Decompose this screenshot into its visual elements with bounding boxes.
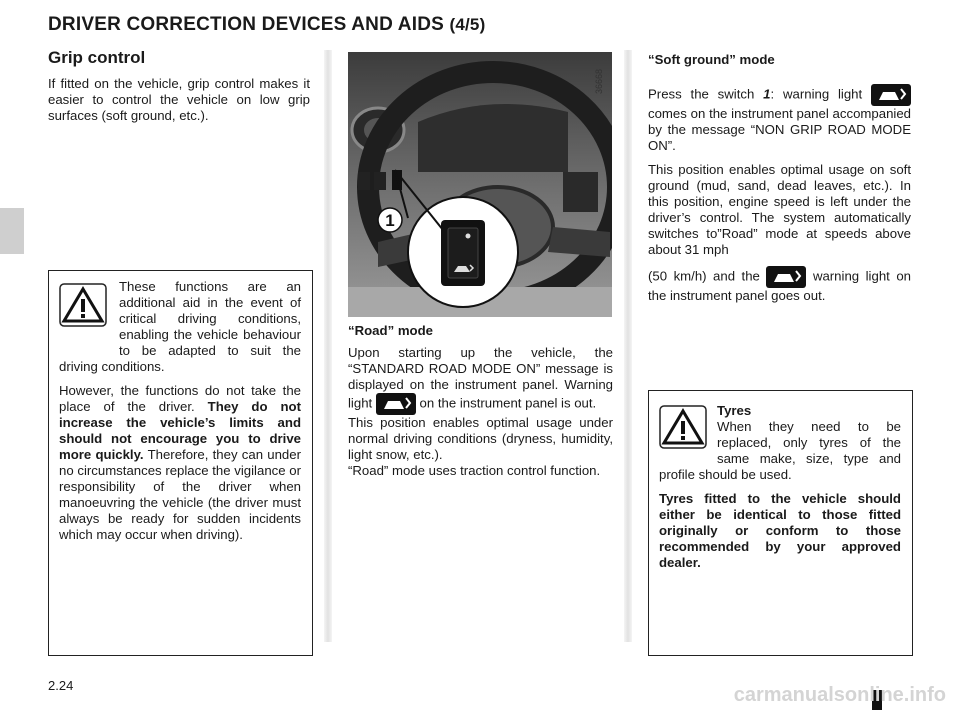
callout-number: 1 xyxy=(385,211,395,230)
road-mode-text-1-start: Upon starting up the vehicle, the “STANDARD ROAD MODE ON” message is displayed on the instrument panel. Warning light xyxy=(348,345,613,411)
page-title xyxy=(48,14,485,36)
dashboard-photo xyxy=(348,52,612,317)
title-text: DRIVER CORRECTION DEVICES AND AIDS xyxy=(48,14,444,35)
section-heading: Grip control xyxy=(48,48,146,67)
steering-wheel-illustration xyxy=(348,52,612,317)
switch-number: 1 xyxy=(763,86,771,102)
soft-ground-text-1-end: comes on the instrument panel accompanied by the message “NON GRIP ROAD MODE ON”. xyxy=(648,106,911,153)
soft-ground-text-1-mid: : warning light xyxy=(770,86,863,102)
road-mode-text-1 xyxy=(348,345,613,415)
grip-warning-light-icon xyxy=(766,266,806,288)
soft-ground-text-3-end: warning light on the instrument panel goes out. xyxy=(648,268,911,303)
road-mode-text-3: “Road” mode uses traction control function. xyxy=(348,463,601,478)
warning-text-2-start: However, the functions do not take the place of the driver. xyxy=(59,383,301,414)
soft-ground-text-2: This position enables optimal usage on soft ground (mud, sand, dead leaves, etc.). In this position, engine speed is left under the driver’s control. The system automatically switches to”Road” mode at speeds above about 31 mph xyxy=(648,162,911,257)
road-mode-text-2: This position enables optimal usage under normal driving conditions (dryness, humidity, light snow, etc.). xyxy=(348,415,613,462)
soft-ground-text-3 xyxy=(648,266,911,304)
warning-box xyxy=(48,270,313,656)
tyres-warning-box xyxy=(648,390,913,656)
image-reference: 36668 xyxy=(594,68,604,94)
page-number: 2.24 xyxy=(48,678,74,693)
column-divider xyxy=(324,50,332,642)
soft-ground-text-3-start: (50 km/h) and the xyxy=(648,268,760,284)
warning-text-2-end: Therefore, they can under no circumstances replace the vigilance or responsibility of the driver when manoeuvring the vehicle (the driver must always be ready for sudden incidents which may occur when driving). xyxy=(59,447,301,542)
soft-ground-heading: “Soft ground” mode xyxy=(648,52,775,67)
soft-ground-text-1 xyxy=(648,84,911,154)
grip-warning-light-icon xyxy=(871,84,911,106)
road-mode-heading: “Road” mode xyxy=(348,323,433,338)
title-subtitle: (4/5) xyxy=(449,15,486,34)
tyres-text-1: When they need to be replaced, only tyres of the same make, size, type and profile should be used. xyxy=(659,419,901,482)
tyres-heading: Tyres xyxy=(717,403,752,418)
watermark: carmanualsonline.info xyxy=(733,684,946,706)
warning-text-2 xyxy=(59,383,301,543)
warning-text-2-bold: They do not increase the vehicle’s limits and should not encourage you to drive more quickly. xyxy=(59,399,301,462)
intro-text: If fitted on the vehicle, grip control makes it easier to control the vehicle on low grip surfaces (soft ground, etc.). xyxy=(48,76,310,123)
road-mode-text-1-end: on the instrument panel is out. xyxy=(419,395,597,411)
soft-ground-text-1-start: Press the switch xyxy=(648,86,755,102)
column-divider xyxy=(624,50,632,642)
section-tab xyxy=(0,208,24,254)
tyres-text-2: Tyres fitted to the vehicle should either be identical to those fitted originally or conform to those recommended by your approved dealer. xyxy=(659,491,901,570)
warning-text-1: These functions are an additional aid in the event of critical driving conditions, enabling the vehicle behaviour to be adapted to suit the driving conditions. xyxy=(59,279,301,374)
grip-warning-light-icon xyxy=(376,393,416,415)
